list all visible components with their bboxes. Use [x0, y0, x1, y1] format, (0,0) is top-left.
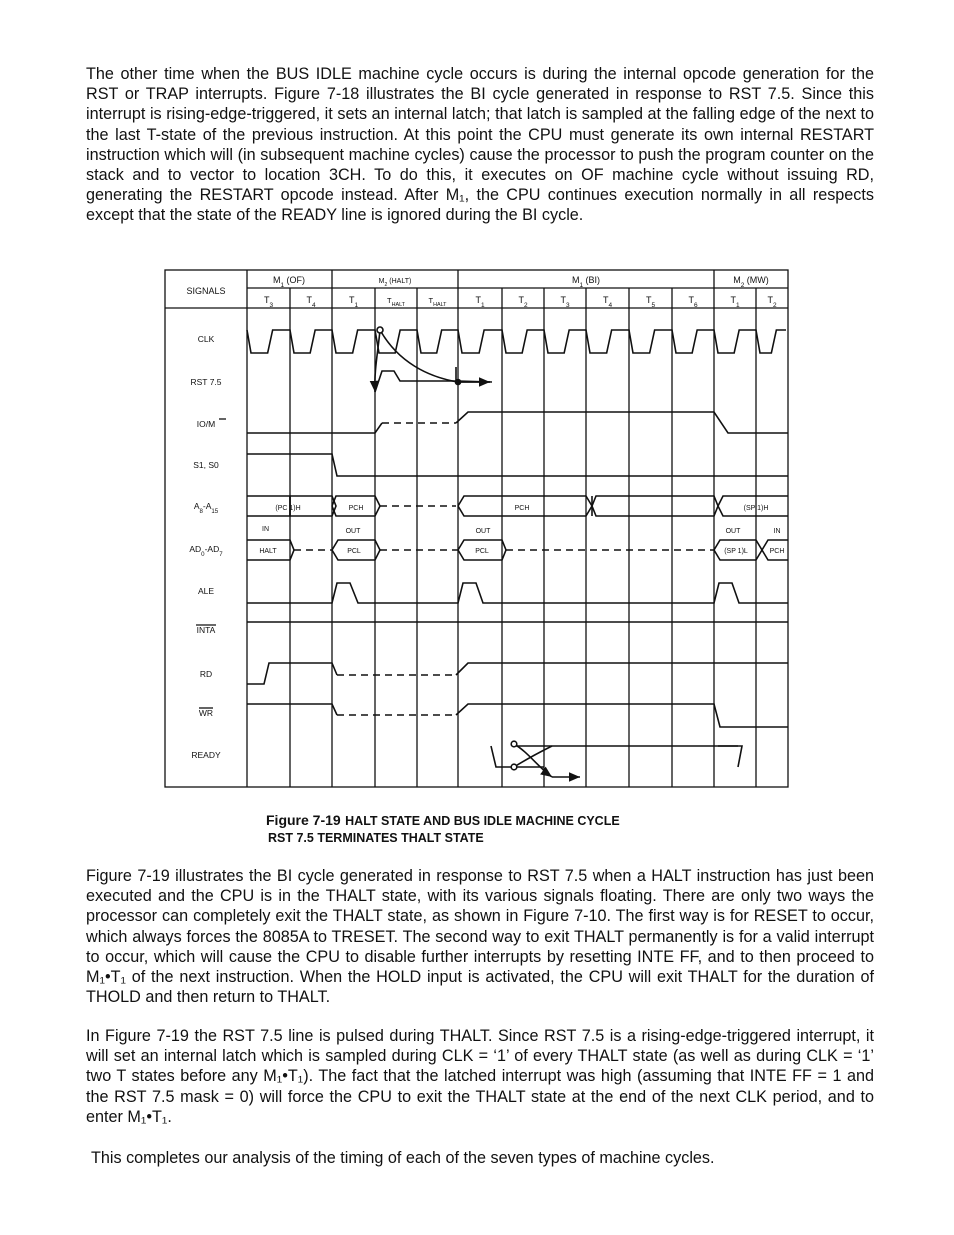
a-bus-label-pch2: PCH: [514, 505, 530, 512]
a-bus-outline: [458, 496, 718, 516]
clk-waveform: [247, 330, 786, 353]
ready-waveform: [718, 746, 742, 767]
signal-label: WR: [198, 708, 214, 718]
signal-label: RST 7.5: [190, 377, 222, 387]
ad-bus-label-pch: PCH: [769, 548, 785, 555]
t-state-label: $T_1$: [730, 295, 740, 309]
machine-cycle-label: $M_2$ (MW): [733, 275, 769, 289]
figure-caption: [266, 812, 620, 845]
diagram-dashed: [294, 423, 714, 715]
closing-paragraph: This completes our analysis of the timing of each of the seven types of machine cycles.: [91, 1149, 715, 1167]
ad-bus-label-in: IN: [262, 526, 269, 533]
wr-waveform: [456, 704, 788, 727]
t-state-label: $T_4$: [602, 295, 613, 309]
t-state-label: $T_1$: [475, 295, 485, 309]
ad-bus-label-sp1l: (SP 1)L: [724, 548, 748, 555]
a-bus-label-pc1h: (PC 1)H: [275, 505, 301, 512]
signal-label: RD: [199, 669, 213, 679]
t-state-label: $T_6$: [688, 295, 698, 309]
figure-number: Figure 7-19: [266, 812, 341, 828]
t-state-label: $T_1$: [348, 295, 359, 309]
ready-arrow: [514, 746, 552, 767]
machine-cycle-label: $M_2$ (HALT): [378, 278, 412, 288]
signal-label: CLK: [197, 334, 215, 344]
diagram-labels: [186, 275, 784, 760]
ad-bus-label-out: OUT: [345, 528, 361, 535]
signal-label: READY: [191, 750, 221, 760]
intro-paragraph: The other time when the BUS IDLE machine cycle occurs is during the internal opcode generation for the RST or TRAP interrupts. Figure 7-18 illustrates the BI cycle generated in response to RST 7.5. Since this interrupt is rising-edge-triggered, it sets an internal latch; that latch is sampled at the falling edge of the next to the last T-state of the previous instruction. At this point the CPU must generate its own internal RESTART instruction which will (in subsequent machine cycles) cause the processor to push the program counter on the stack and to vector to location 3CH. To do this, it executes on OF machine cycle without issuing RD, generating the RESTART opcode instead. After M₁, the CPU continues execution normally in all respects except that the state of the READY line is ignored during the BI cycle.: [86, 65, 874, 225]
t-state-label: $T_3$: [560, 295, 570, 309]
ad-bus-label-out: OUT: [725, 528, 741, 535]
signal-label: S1, S0: [193, 460, 219, 470]
body-paragraph-3: In Figure 7-19 the RST 7.5 line is pulsed during THALT. Since RST 7.5 is a rising-edge-triggered interrupt, it will set an internal latch which is sampled during CLK = ‘1’ of every THALT state (as well as during CLK = ‘1’ two T states before any M₁•T₁). The fact that the latched interrupt was high (assuming that INTE FF = 1 and the RST 7.5 mask = 0) will force the CPU to exit the THALT state at the end of the next CLK period, and to enter M₁•T₁.: [86, 1027, 874, 1126]
timing-diagram: [78, 252, 794, 792]
a-bus-label-pch: PCH: [348, 505, 364, 512]
iom-waveform: [456, 412, 788, 433]
ready-sample-point: [511, 741, 517, 747]
signal-label: IO/M: [196, 419, 216, 429]
t-state-label: $T_2$: [518, 295, 528, 309]
t-state-label: $T_2$: [767, 295, 777, 309]
signal-label: ALE: [197, 586, 215, 596]
body-paragraph-2: Figure 7-19 illustrates the BI cycle generated in response to RST 7.5 when a HALT instruction has just been executed and the CPU is in the THALT state, with its various signals floating. There are only two ways the processor can completely exit the THALT state, as shown in Figure 7-10. The first way is for RESET to occur, which always forces the 8085A to TRESET. The second way to exit THALT permanently is for a valid interrupt to occur, which will cause the CPU to disable further interrupts by resetting INTE FF, and to then proceed to M₁•T₁ of the next instruction. When the HOLD input is activated, the CPU will exit THALT for the duration of THOLD and then return to THALT.: [86, 867, 874, 1007]
caption-subtitle: RST 7.5 TERMINATES THALT STATE: [268, 831, 484, 845]
ad-bus-label-pcl: PCL: [347, 548, 361, 555]
ale-waveform: [247, 583, 788, 603]
wr-waveform: [247, 704, 337, 715]
signal-label: $A_8-A_{15}$: [193, 501, 219, 515]
ad-bus-label-pcl: PCL: [475, 548, 489, 555]
machine-cycle-label: $M_1$ (OF): [272, 275, 306, 289]
t-state-label: $T_{HALT}$: [387, 296, 405, 308]
s1s0-waveform: [247, 454, 788, 476]
a-bus-label-sp1h: (SP 1)H: [743, 505, 769, 512]
rd-waveform: [247, 663, 337, 684]
iom-waveform: [247, 423, 382, 433]
caption-title: HALT STATE AND BUS IDLE MACHINE CYCLE: [345, 814, 620, 828]
ad-bus-label-in: IN: [773, 528, 781, 535]
machine-cycle-label: $M_1$ (BI): [571, 275, 601, 289]
ready-sample-point: [511, 764, 517, 770]
signal-label: INTA: [196, 625, 216, 635]
rst75-sample-point: [377, 327, 383, 333]
ad-bus-label-halt: HALT: [259, 548, 277, 555]
t-state-label: $T_5$: [645, 295, 656, 309]
t-state-label: $T_4$: [306, 295, 316, 309]
t-state-label: $T_{HALT}$: [428, 296, 447, 308]
t-state-label: $T_3$: [263, 295, 274, 309]
ad-bus-label-out: OUT: [475, 528, 491, 535]
rd-waveform: [456, 663, 788, 675]
diagram-waveforms: [247, 327, 788, 777]
signals-header: SIGNALS: [186, 286, 226, 296]
signal-label: $AD_0-AD_7$: [189, 544, 223, 558]
